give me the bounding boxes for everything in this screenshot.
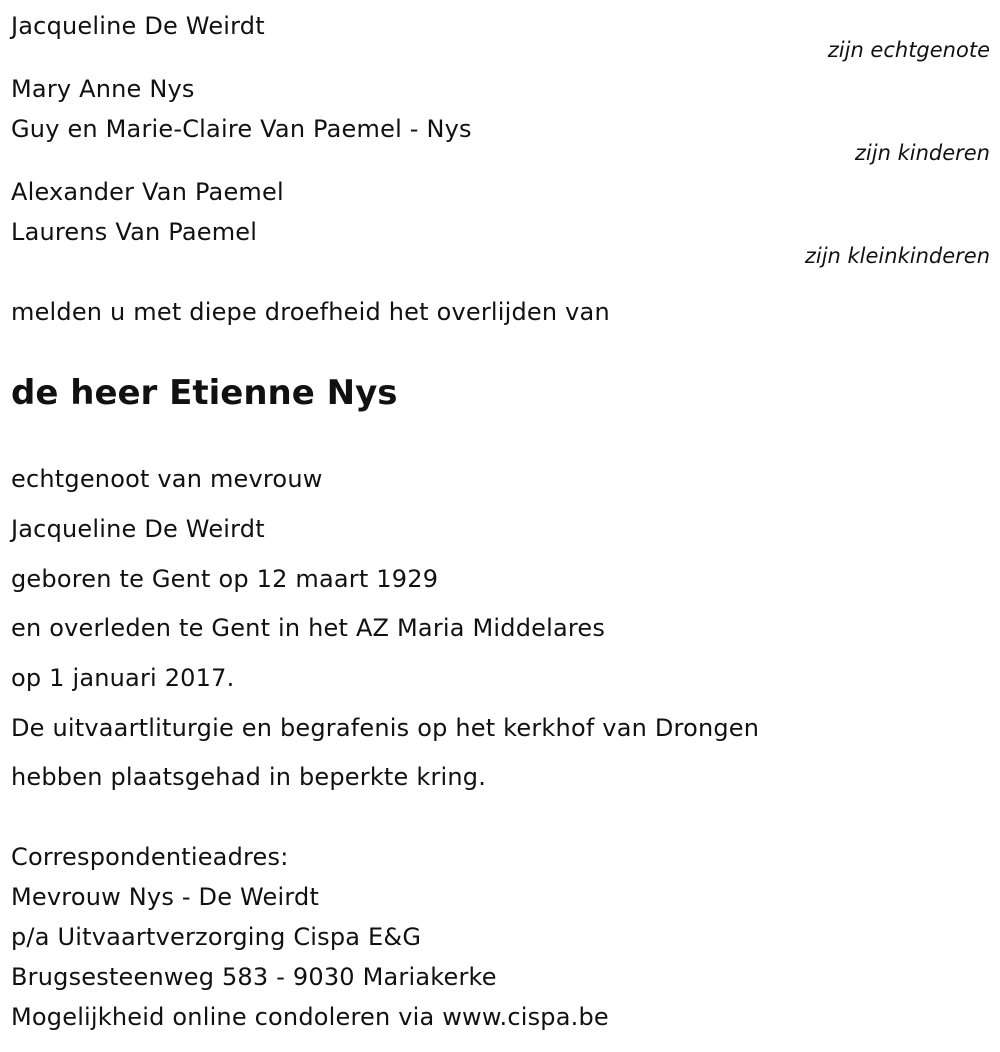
detail-line: Jacqueline De Weirdt bbox=[11, 515, 265, 543]
detail-line: echtgenoot van mevrouw bbox=[11, 465, 323, 493]
correspondence-line: Mevrouw Nys - De Weirdt bbox=[11, 883, 320, 911]
detail-line: hebben plaatsgehad in beperkte kring. bbox=[11, 763, 487, 791]
children-role: zijn kinderen bbox=[854, 141, 990, 165]
child-name: Guy en Marie-Claire Van Paemel - Nys bbox=[11, 115, 472, 143]
correspondence-line: Brugsesteenweg 583 - 9030 Mariakerke bbox=[11, 963, 497, 991]
detail-line: op 1 januari 2017. bbox=[11, 664, 235, 692]
grandchild-name: Alexander Van Paemel bbox=[11, 178, 284, 206]
correspondence-heading: Correspondentieadres: bbox=[11, 843, 289, 871]
child-name: Mary Anne Nys bbox=[11, 75, 195, 103]
spouse-name: Jacqueline De Weirdt bbox=[11, 12, 265, 40]
grandchildren-role: zijn kleinkinderen bbox=[804, 244, 990, 268]
grandchild-name: Laurens Van Paemel bbox=[11, 218, 258, 246]
correspondence-line: p/a Uitvaartverzorging Cispa E&G bbox=[11, 923, 422, 951]
deceased-name: de heer Etienne Nys bbox=[11, 373, 398, 413]
correspondence-line: Mogelijkheid online condoleren via www.cispa.be bbox=[11, 1003, 609, 1031]
detail-line: en overleden te Gent in het AZ Maria Middelares bbox=[11, 614, 606, 642]
spouse-role: zijn echtgenote bbox=[827, 38, 990, 62]
detail-line: De uitvaartliturgie en begrafenis op het kerkhof van Drongen bbox=[11, 714, 760, 742]
detail-line: geboren te Gent op 12 maart 1929 bbox=[11, 565, 439, 593]
announcement-text: melden u met diepe droefheid het overlijden van bbox=[11, 298, 610, 326]
